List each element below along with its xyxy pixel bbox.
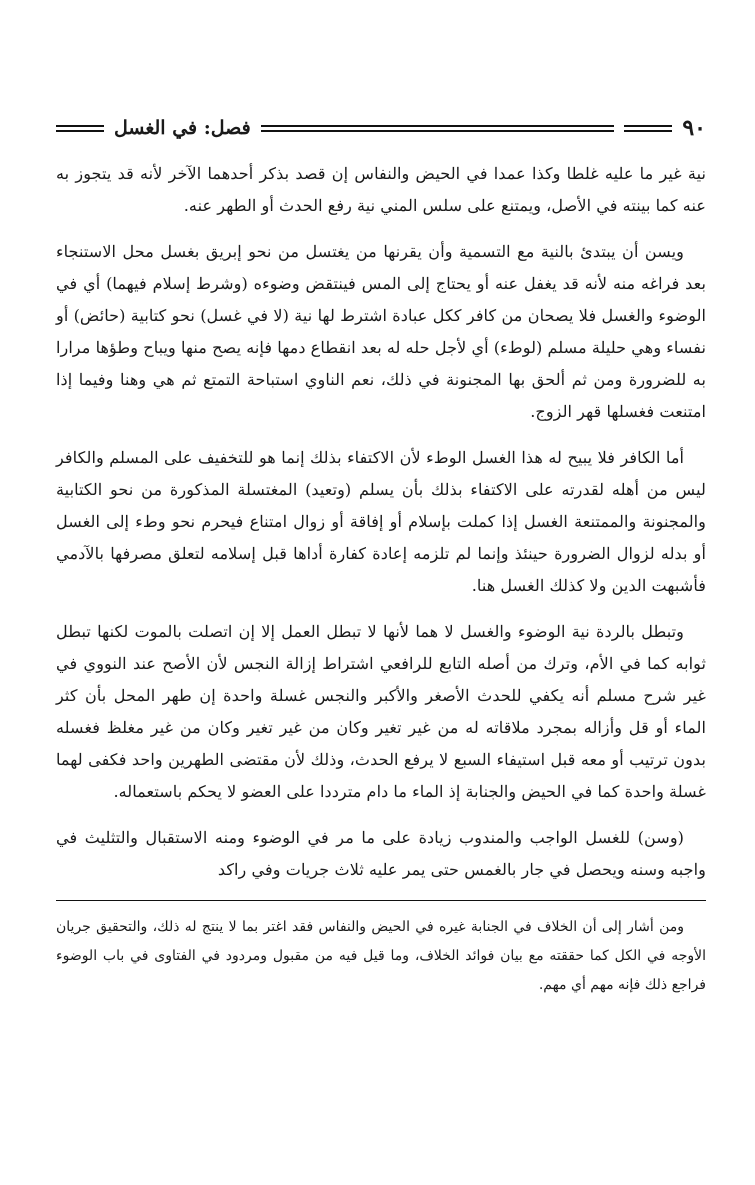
paragraph: ويسن أن يبتدئ بالنية مع التسمية وأن يقرنها من يغتسل من نحو إبريق بغسل محل الاستنجاء بعد فراغه منه لأنه قد يغفل عنه أو يحتاج إلى المس فينتقض وضوءه (وشرط إسلام فيهما) أي في الوضوء والغسل فلا يصحان من كافر ككل عبادة اشترط لها نية (لا في غسل) نحو كتابية (حائض) أو نفساء وهي حليلة مسلم (لوطء) أي لأجل حله له بعد انقطاع دمها فإنه يصح منها ويباح وطؤها مرارا به للضرورة ومن ثم ألحق بها المجنونة في ذلك، نعم الناوي استباحة التمتع ثم هي وهنا وفيما إذا امتنعت فغسلها قهر الزوج. [56, 242, 706, 421]
page-number: ٩٠ [682, 115, 706, 141]
section-title: فصل: في الغسل [114, 117, 251, 139]
header-rule-left [56, 125, 104, 132]
paragraph: (وسن) للغسل الواجب والمندوب زيادة على ما مر في الوضوء ومنه الاستقبال والتثليث في واجبه وسنه ويحصل في جار بالغمس حتى يمر عليه ثلاث جريات وفي راكد [56, 828, 706, 879]
paragraph: وتبطل بالردة نية الوضوء والغسل لا هما لأنها لا تبطل العمل إلا إن اتصلت بالموت لكنها تبطل ثوابه كما في الأم، وترك من أصله التابع للرافعي اشتراط إزالة النجس لأن الأصح عند النووي في غير شرح مسلم أنه يكفي للحدث الأصغر والأكبر والنجس غسلة واحدة إن طهر المحل بأن كثر الماء أو قل وأزاله بمجرد ملاقاته له من غير تغير وكان من غير تغير وكان من غير مغلظ فغسله بدون ترتيب أو معه قبل استيفاء السبع لا يرفع الحدث، وذلك لأن مقتضى الطهرين واحد فكفى لهما غسلة واحدة كما في الحيض والجنابة إذ الماء ما دام مترددا على العضو لا يحكم باستعماله. [56, 622, 706, 801]
footnote: ومن أشار إلى أن الخلاف في الجنابة غيره في الحيض والنفاس فقد اغتر بما لا ينتج له ذلك، والتحقيق جريان الأوجه في الكل كما حققته مع بيان فوائد الخلاف، وما قيل فيه من مقبول ومردود في الفتاوى في باب الوضوء فراجع ذلك فإنه مهم أي مهم. [56, 919, 706, 993]
main-text [56, 158, 706, 886]
header-rule-right [624, 125, 672, 132]
paragraph: نية غير ما عليه غلطا وكذا عمدا في الحيض والنفاس إن قصد بذكر أحدهما الآخر لأنه قد يتجوز به عنه كما بينته في الأصل، ويمتنع على سلس المني نية رفع الحدث أو الطهر عنه. [56, 164, 706, 215]
page-header [56, 108, 706, 148]
paragraph: أما الكافر فلا يبيح له هذا الغسل الوطء لأن الاكتفاء بذلك إنما هو للتخفيف على المسلم والكافر ليس من أهله لقدرته على الاكتفاء بذلك بأن يسلم (وتعيد) المغتسلة المذكورة من نحو الكتابية والمجنونة والممتنعة الغسل إذا كملت بإسلام أو إفاقة أو زوال امتناع فيحرم نحو وطء إلى الغسل أو بدله لزوال الضرورة حينئذ وإنما لم تلزمه إعادة كفارة أداها قبل إسلامه لتعلق مصرفها بالآدمي فأشبهت الدين ولا كذلك الغسل هنا. [56, 448, 706, 595]
book-page [56, 108, 706, 1168]
header-rule-middle [261, 125, 615, 132]
footnote-divider [56, 900, 706, 901]
footnotes [56, 913, 706, 1000]
